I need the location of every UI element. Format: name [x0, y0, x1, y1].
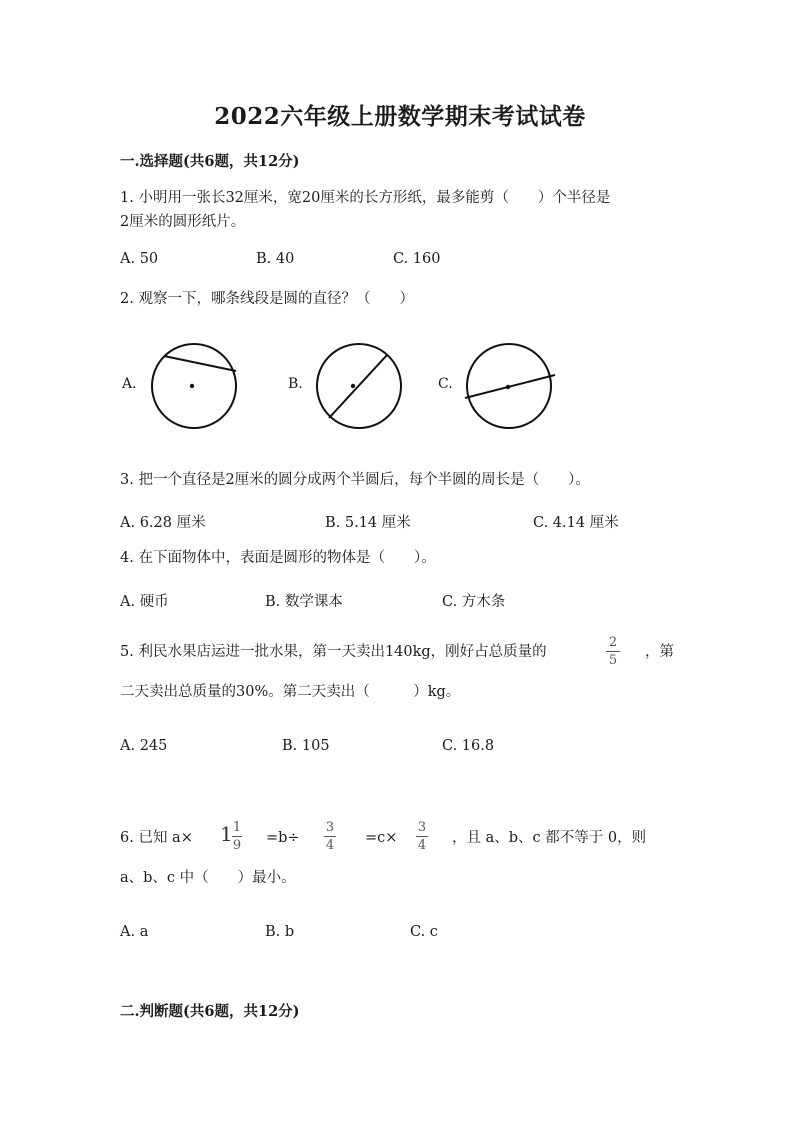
- question-1-option-a: A. 50: [120, 251, 159, 267]
- question-6-line-2: a、b、c 中（ ）最小。: [120, 870, 296, 886]
- fraction-numerator: 3: [417, 820, 427, 835]
- question-4-text: 4. 在下面物体中，表面是圆形的物体是（ ）。: [120, 550, 436, 566]
- question-6-fraction-1: [324, 820, 336, 853]
- question-6-fraction-2: [416, 820, 428, 853]
- circle-b-label: B.: [288, 376, 303, 392]
- question-4-option-a: A. 硬币: [120, 594, 169, 610]
- question-6-option-b: B. b: [265, 924, 295, 940]
- question-5-option-b: B. 105: [282, 738, 330, 754]
- question-6-option-c: C. c: [410, 924, 438, 940]
- question-1-line-2: 2厘米的圆形纸片。: [120, 214, 246, 230]
- fraction-numerator: 1: [232, 820, 242, 835]
- question-5-line-2: 二天卖出总质量的30%。第二天卖出（ ）kg。: [120, 684, 461, 700]
- fraction-numerator: 2: [608, 635, 618, 650]
- question-6-part-2: =b÷: [266, 830, 300, 846]
- circle-a-figure: [150, 342, 238, 430]
- fraction-denominator: 5: [608, 653, 618, 668]
- question-3-option-b: B. 5.14 厘米: [325, 515, 411, 531]
- circle-a-label: A.: [122, 376, 137, 392]
- circle-c-figure: [465, 342, 553, 430]
- question-6-option-a: A. a: [120, 924, 149, 940]
- fraction-numerator: 3: [325, 820, 335, 835]
- question-6-part-1: 6. 已知 a×: [120, 830, 193, 846]
- fraction-denominator: 4: [325, 838, 335, 853]
- question-3-option-c: C. 4.14 厘米: [533, 515, 619, 531]
- question-1-option-b: B. 40: [256, 251, 295, 267]
- question-5-option-a: A. 245: [120, 738, 168, 754]
- circle-b-figure: [315, 342, 403, 430]
- question-6-part-3: =c×: [365, 830, 398, 846]
- question-5-line-1-end: ，第: [645, 644, 674, 660]
- fraction-denominator: 9: [232, 838, 242, 853]
- question-6-part-4: ，且 a、b、c 都不等于 0，则: [452, 830, 647, 846]
- question-5-option-c: C. 16.8: [442, 738, 495, 754]
- question-2-text: 2. 观察一下，哪条线段是圆的直径？（ ）: [120, 291, 414, 307]
- section-heading-judgment: 二.判断题(共6题，共12分): [120, 1003, 300, 1020]
- page-title: 2022六年级上册数学期末考试试卷: [214, 103, 586, 130]
- question-1-line-1: 1. 小明用一张长32厘米，宽20厘米的长方形纸，最多能剪（ ）个半径是: [120, 190, 611, 206]
- question-5-fraction: [606, 635, 620, 668]
- question-3-text: 3. 把一个直径是2厘米的圆分成两个半圆后，每个半圆的周长是（ ）。: [120, 472, 590, 488]
- section-heading-choice: 一.选择题(共6题，共12分): [120, 153, 300, 170]
- fraction-denominator: 4: [417, 838, 427, 853]
- circle-c-label: C.: [438, 376, 453, 392]
- mixed-number-whole: 1: [220, 822, 233, 846]
- question-1-option-c: C. 160: [393, 251, 441, 267]
- question-4-option-c: C. 方木条: [442, 594, 506, 610]
- question-5-line-1: 5. 利民水果店运进一批水果，第一天卖出140kg，刚好占总质量的: [120, 644, 547, 660]
- question-4-option-b: B. 数学课本: [265, 594, 343, 610]
- question-3-option-a: A. 6.28 厘米: [120, 515, 206, 531]
- mixed-number-fraction: [232, 820, 242, 853]
